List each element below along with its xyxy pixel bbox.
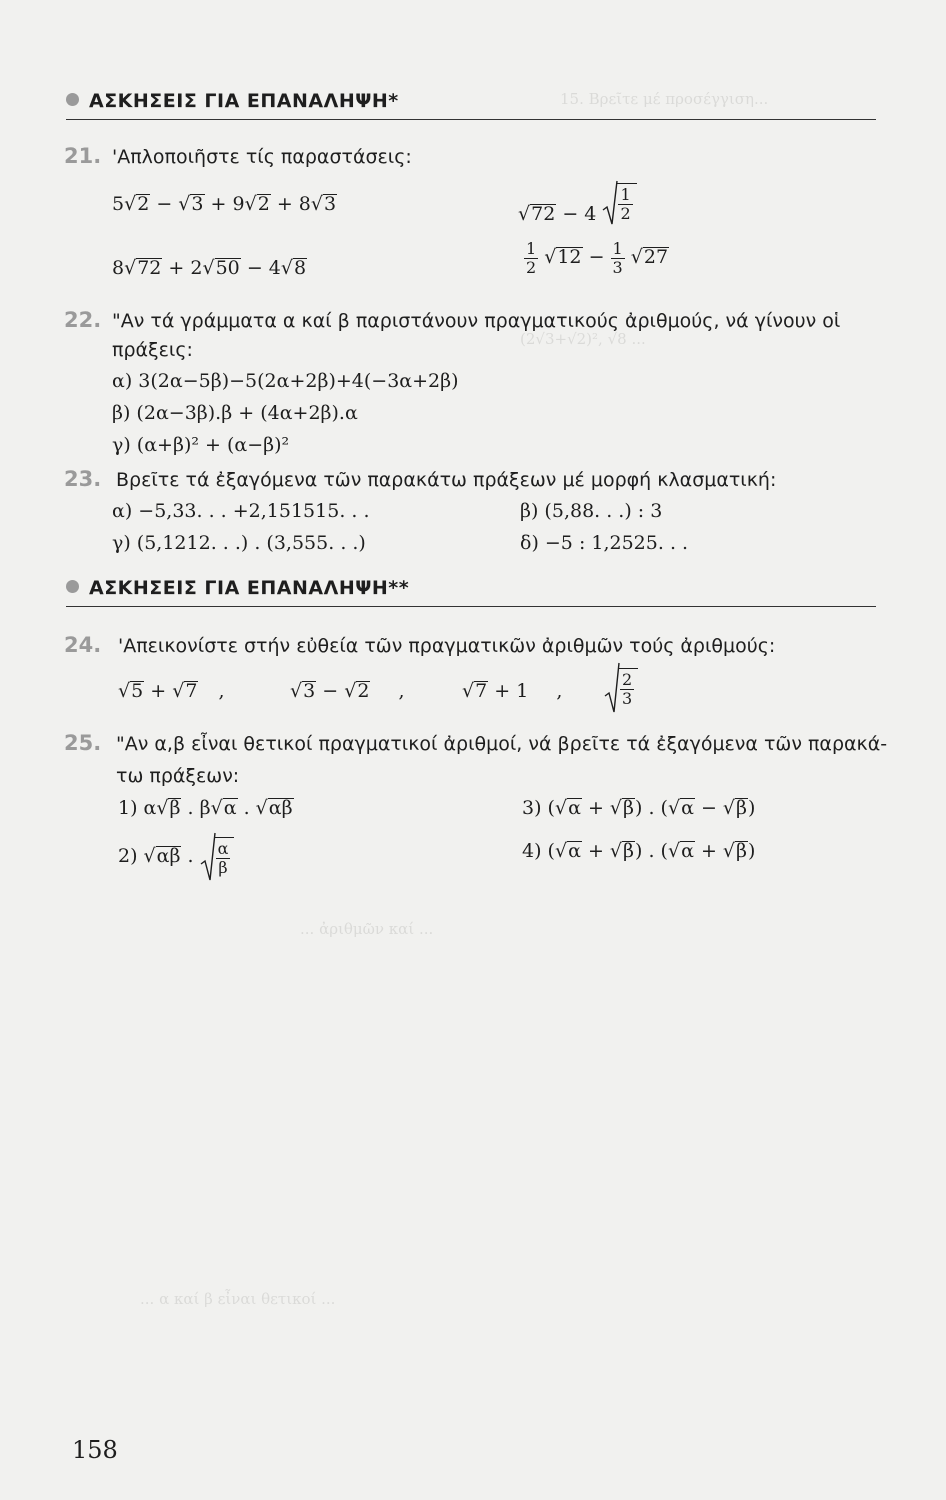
page-number: 158 [72,1436,118,1464]
exercise-item: β) (5,88. . .) : 3 [520,500,663,522]
exercise-item: δ) −5 : 1,2525. . . [520,532,689,554]
expression-21-1: 5√2 − √3 + 9√2 + 8√3 [112,193,337,215]
expression-21-4: $\frac{1}{2}$ √12 − $\frac{1}{3}$ √27 [526,239,669,277]
exercise-number: 23. [64,467,102,491]
expression-24-1: √5 + √7 , [118,680,225,702]
exercise-text: Βρεῖτε τά ἐξαγόμενα τῶν παρακάτω πράξεων μέ μορφή κλασματική: [116,469,777,491]
show-through-text: 15. Βρεῖτε μέ προσέγγιση... [560,90,769,108]
expression-24-3: √7 + 1 , [462,680,563,702]
section-title: ΑΣΚΗΣΕΙΣ ΓΙΑ ΕΠΑΝΑΛΗΨΗ** [89,577,410,599]
section-header-2 [66,577,409,599]
expression-24-2: √3 − √2 , [290,680,405,702]
exercise-number: 21. [64,144,102,168]
section-rule [66,606,876,607]
bullet-dot-icon [66,93,79,106]
section-header-1 [66,90,399,112]
bullet-dot-icon [66,580,79,593]
exercise-item: α) 3(2α−5β)−5(2α+2β)+4(−3α+2β) [112,370,459,392]
exercise-item: α) −5,33. . . +2,151515. . . [112,500,370,522]
exercise-text: 'Απλοποιῆστε τίς παραστάσεις: [112,146,412,168]
exercise-text: πράξεις: [112,339,193,361]
exercise-text: "Αν α,β εἶναι θετικοί πραγματικοί ἀριθμοί, νά βρεῖτε τά ἐξαγόμενα τῶν παρακά- [116,733,888,755]
exercise-item: γ) (5,1212. . .) . (3,555. . .) [112,532,366,554]
exercise-number: 25. [64,731,102,755]
exercise-text: 'Απεικονίστε στήν εὐθεία τῶν πραγματικῶν ἀριθμῶν τούς ἀριθμούς: [118,635,776,657]
exercise-item: γ) (α+β)² + (α−β)² [112,434,290,456]
expression-21-2: √72 − 4 $\frac{1}{2}$ [518,176,637,222]
exercise-item-25-3: 3) (√α + √β) . (√α − √β) [522,797,756,819]
section-title: ΑΣΚΗΣΕΙΣ ΓΙΑ ΕΠΑΝΑΛΗΨΗ* [89,90,399,112]
exercise-item-25-4: 4) (√α + √β) . (√α + √β) [522,840,756,862]
show-through-text: (2√3+√2)², √8 ... [520,330,646,348]
section-rule [66,119,876,120]
exercise-text: τω πράξεων: [116,765,240,787]
exercise-item-25-2: 2) √αβ . $\frac{\alpha}{\beta}$ [118,832,234,882]
expression-21-3: 8√72 + 2√50 − 4√8 [112,257,307,279]
exercise-item-25-1: 1) α√β . β√α . √αβ [118,797,293,819]
exercise-number: 24. [64,633,102,657]
expression-24-4: $\frac{2}{3}$ [604,662,638,714]
exercise-number: 22. [64,308,102,332]
exercise-text: "Αν τά γράμματα α καί β παριστάνουν πραγματικούς ἀριθμούς, νά γίνουν οἱ [112,310,841,332]
show-through-text: ... ἀριθμῶν καί ... [300,920,434,938]
exercise-item: β) (2α−3β).β + (4α+2β).α [112,402,358,424]
show-through-text: ... α καί β εἶναι θετικοί ... [140,1290,336,1308]
